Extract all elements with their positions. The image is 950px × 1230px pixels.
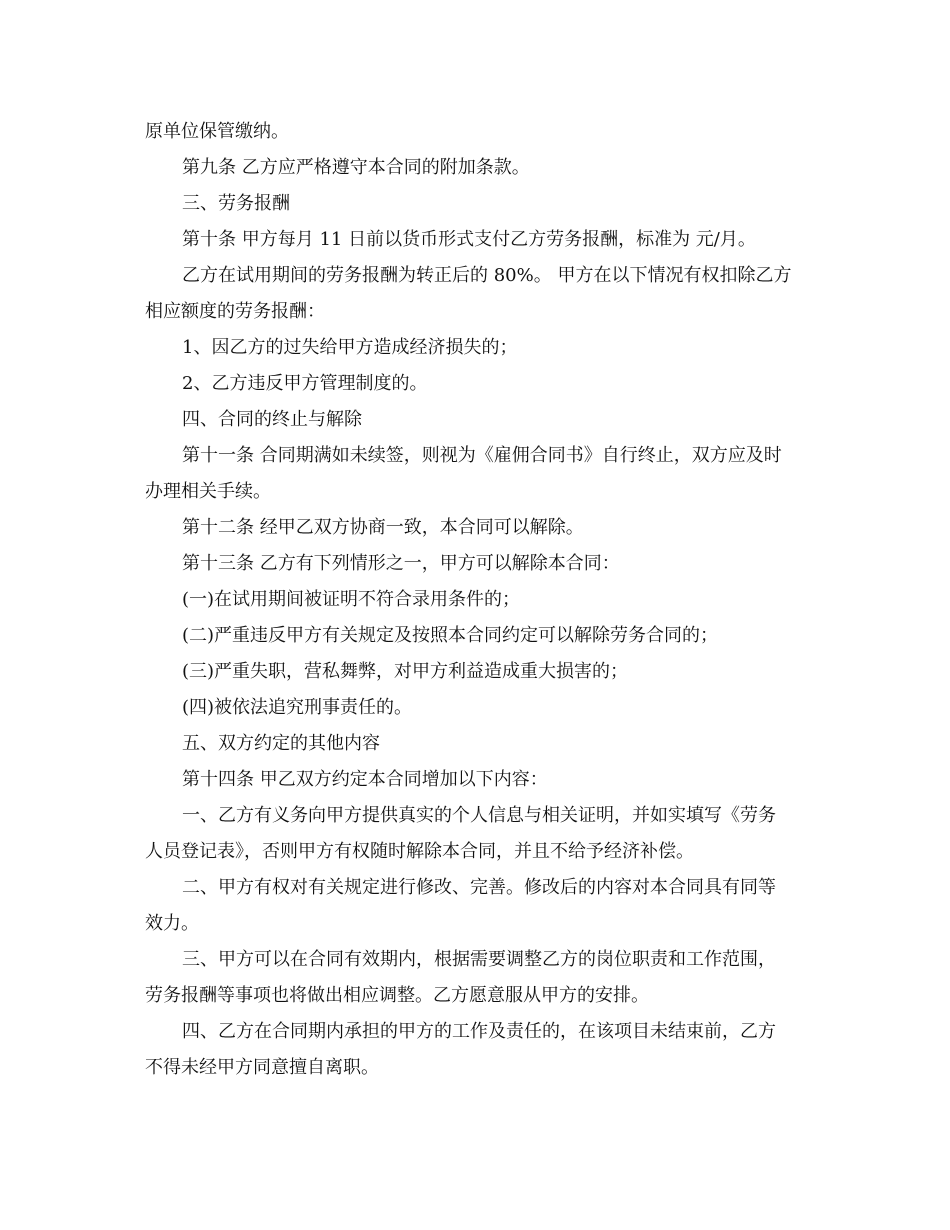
paragraph-line: (四)被依法追究刑事责任的。 (182, 697, 413, 718)
paragraph-line: (二)严重违反甲方有关规定及按照本合同约定可以解除劳务合同的； (182, 625, 719, 646)
paragraph-line: (三)严重失职，营私舞弊，对甲方利益造成重大损害的； (182, 661, 629, 682)
paragraph-line: 四、乙方在合同期内承担的甲方的工作及责任的，在该项目未结束前，乙方 (182, 1021, 776, 1042)
paragraph-line: 第十三条 乙方有下列情形之一，甲方可以解除本合同： (182, 553, 620, 574)
paragraph-line: 劳务报酬等事项也将做出相应调整。乙方愿意服从甲方的安排。 (145, 985, 649, 1006)
paragraph-line: 四、合同的终止与解除 (182, 409, 362, 430)
paragraph-line: 人员登记表》，否则甲方有权随时解除本合同，并且不给予经济补偿。 (145, 841, 694, 862)
paragraph-line: 效力。 (145, 913, 199, 934)
paragraph-line: 二、甲方有权对有关规定进行修改、完善。修改后的内容对本合同具有同等 (182, 877, 776, 898)
paragraph-line: 第十条 甲方每月 11 日前以货币形式支付乙方劳务报酬，标准为 元/月。 (182, 229, 756, 250)
paragraph-line: 第十二条 经甲乙双方协商一致，本合同可以解除。 (182, 517, 584, 538)
document-body (145, 114, 805, 1086)
paragraph-line: 三、甲方可以在合同有效期内，根据需要调整乙方的岗位职责和工作范围， (182, 949, 776, 970)
paragraph-line: 一、乙方有义务向甲方提供真实的个人信息与相关证明，并如实填写《劳务 (182, 805, 776, 826)
paragraph-line: 不得未经甲方同意擅自离职。 (145, 1057, 379, 1078)
paragraph-line: 相应额度的劳务报酬： (145, 301, 325, 322)
paragraph-line: 三、劳务报酬 (182, 193, 290, 214)
paragraph-line: 第十一条 合同期满如未续签，则视为《雇佣合同书》自行终止，双方应及时 (182, 445, 782, 466)
paragraph-line: 第十四条 甲乙双方约定本合同增加以下内容： (182, 769, 548, 790)
paragraph-line: 五、双方约定的其他内容 (182, 733, 380, 754)
paragraph-line: 2、乙方违反甲方管理制度的。 (182, 373, 428, 394)
paragraph-line: (一)在试用期间被证明不符合录用条件的； (182, 589, 521, 610)
paragraph-line: 办理相关手续。 (145, 481, 271, 502)
paragraph-line: 1、因乙方的过失给甲方造成经济损失的； (182, 337, 518, 358)
paragraph-line: 乙方在试用期间的劳务报酬为转正后的 80%。 甲方在以下情况有权扣除乙方 (182, 265, 792, 286)
paragraph-line: 原单位保管缴纳。 (145, 121, 289, 142)
paragraph-line: 第九条 乙方应严格遵守本合同的附加条款。 (182, 157, 530, 178)
